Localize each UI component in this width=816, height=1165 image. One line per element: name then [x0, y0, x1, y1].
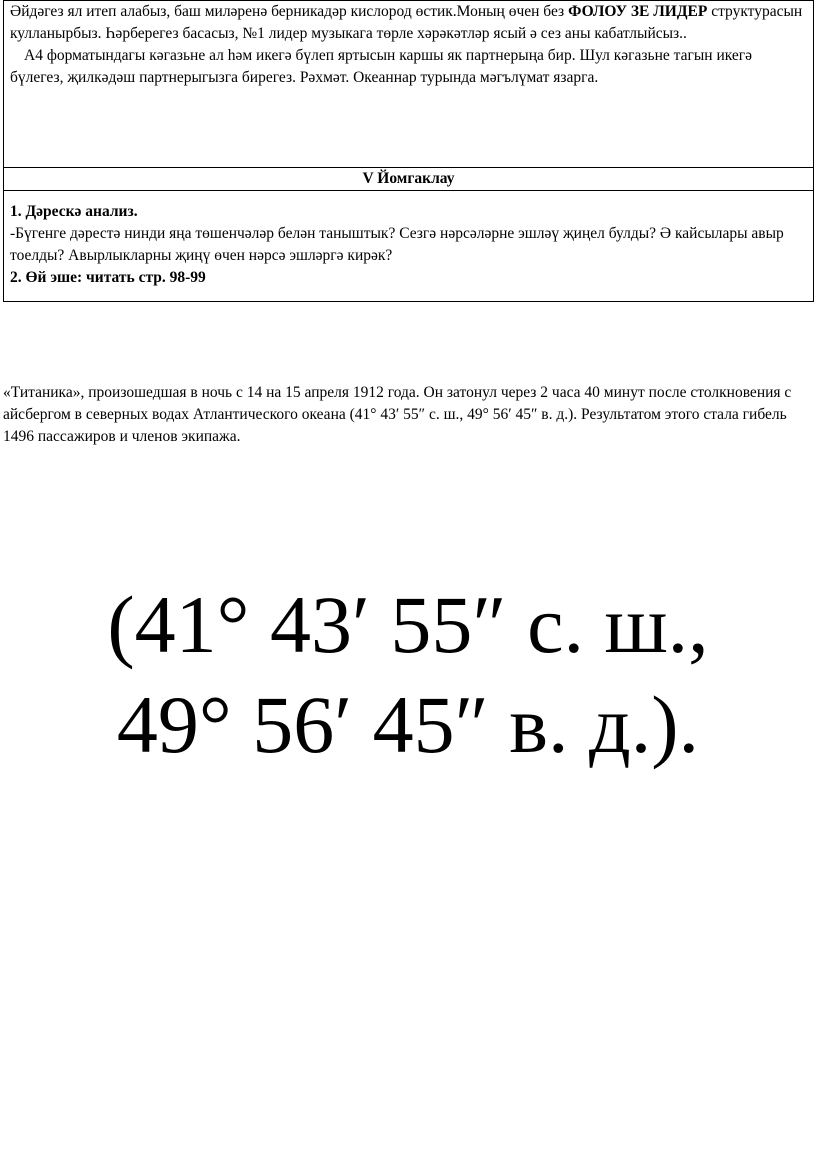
titanic-paragraph: «Титаника», произошедшая в ночь с 14 на 15 апреля 1912 года. Он затонул через 2 часа 40 минут после столкновения с айсбергом в северных водах Атлантического океана (41° 43′ 55″ с. ш., 49° 56′ 45″ в. д.). Результатом этого стала гибель 1496 пассажиров и членов экипажа.: [3, 384, 792, 445]
coordinates-line-2: 49° 56′ 45″ в. д.).: [116, 679, 700, 770]
activity-text-start: Әйдәгез ял итеп алабыз, баш миләренә берникадәр кислород өстик.Моның өчен без: [10, 3, 569, 20]
summary-cell: [4, 191, 814, 302]
homework-line: 2. Өй эше: читать стр. 98-99: [10, 269, 206, 286]
table-row: [4, 1, 814, 168]
activity-structure-name: ФОЛОУ ЗЕ ЛИДЕР: [568, 3, 708, 20]
activity-paragraph: [10, 1, 807, 45]
section-heading: V Йомгаклау: [4, 168, 814, 191]
coordinates-line-1: (41° 43′ 55″ с. ш.,: [107, 579, 709, 670]
activity-cell: [4, 1, 814, 168]
task-paragraph: А4 форматындагы кәгазьне ал һәм икегә бүлеп яртысын каршы як партнерыңа бир. Шул кәгазьне тагын икегә бүлегез, җилкәдәш партнерыгызга бирегез. Рәхмәт. Океаннар турында мәгълүмат язарга.: [10, 47, 753, 86]
activity-text-end: структурасын кулланырбыз. Һәрберегез басасыз, №1 лидер музыкага төрле хәрәкәтләр ясый ә сез аны кабатлыйсыз..: [10, 3, 803, 42]
lesson-plan-table: [3, 0, 814, 302]
coordinates-large-text: [0, 575, 816, 775]
table-row: [4, 191, 814, 302]
analysis-questions: -Бүгенге дәрестә нинди яңа төшенчәләр белән таныштык? Сезгә нәрсәләрне эшләү җиңел булды? Ә кайсылары авыр тоелды? Авырлыкларны җиңү өчен нәрсә эшләргә кирәк?: [10, 225, 784, 264]
table-row: [4, 168, 814, 191]
analysis-title: 1. Дәрескә анализ.: [10, 203, 138, 220]
